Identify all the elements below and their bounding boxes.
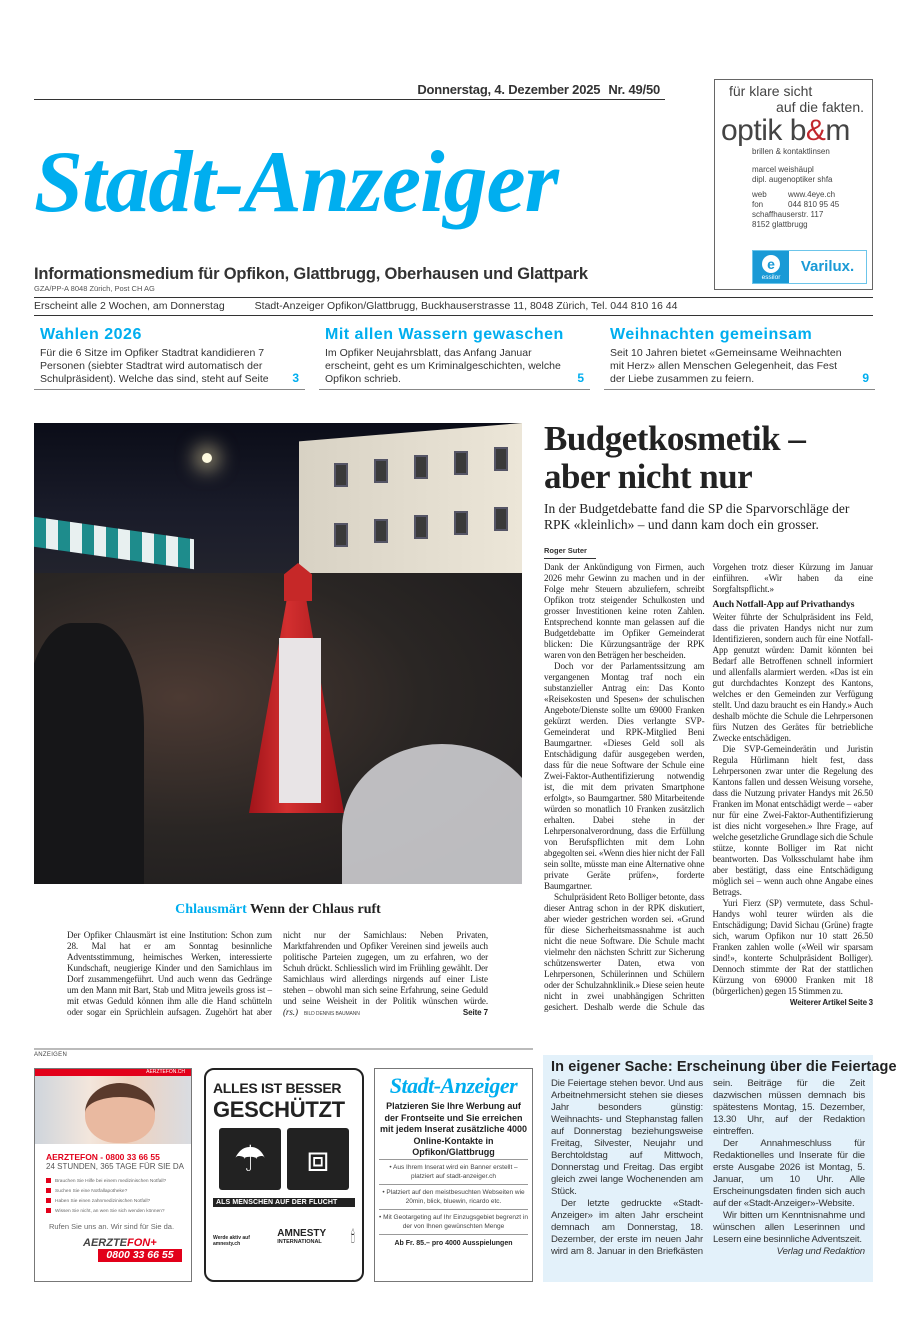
candle-icon: 🕯 (350, 1229, 355, 1246)
essilor-e-icon: e (762, 255, 780, 273)
tagline: Informationsmedium für Opfikon, Glattbrugg, Oberhausen und Glattpark (34, 265, 588, 283)
ad-street: schaffhauserstr. 117 (752, 210, 824, 219)
masthead-logo: Stadt-Anzeiger (34, 134, 558, 231)
stadt-anzeiger-logo: Stadt-Anzeiger (389, 1073, 518, 1098)
ad-partner-logos (752, 250, 867, 284)
ad-phone: fon 044 810 95 45 (752, 200, 840, 209)
ad-amnesty[interactable]: ALLES IST BESSER GESCHÜTZT ☂ ⧈ ALS MENSCHEN AUF DER FLUCHT Werde aktiv auf amnesty.ch AMNESTY INTERNATIONAL 🕯 (204, 1068, 364, 1282)
notice-title: In eigener Sache: Erscheinung über die Feiertage (551, 1059, 897, 1075)
aerztefon-phone: 0800 33 66 55 (98, 1249, 182, 1262)
varilux-logo: Varilux. (800, 258, 855, 275)
lead-headline: Budgetkosmetik – aber nicht nur (544, 419, 806, 496)
ad-bullets: Brauchen Sie Hilfe bei einem medizinischen Notfall? Suchen Sie eine Notfallapotheke? Haben Sie einen zahnmedizinischen Notfall? Wissen Sie nicht, an wen Sie sich wenden können? (46, 1177, 191, 1217)
dateline (34, 82, 665, 100)
page-ref: 5 (577, 371, 584, 385)
ad-optik[interactable] (714, 79, 873, 290)
ad-brand: optik b&m (721, 114, 850, 147)
ad-brand-sub: brillen & kontaktlinsen (752, 147, 830, 156)
page-ref: 9 (862, 371, 869, 385)
continued-link[interactable]: Weiterer Artikel Seite 3 (789, 998, 873, 1007)
issue-date: Donnerstag, 4. Dezember 2025 (417, 82, 601, 97)
page-ref[interactable]: Seite 7 (462, 1008, 488, 1017)
ad-name: marcel weishäupl (752, 165, 814, 174)
hands-box-icon: ⧈ (287, 1128, 349, 1190)
teaser-weihnachten[interactable]: Weihnachten gemeinsam Seit 10 Jahren bietet «Gemeinsame Weihnachten mit Herz» allen Menschen Gelegenheit, das Fest der Liebe zusammen zu feiern. 9 (604, 325, 875, 390)
divider (34, 1048, 533, 1050)
chlausmaert-photo (34, 423, 522, 884)
photo-caption-title: Chlausmärt Wenn der Chlaus ruft (175, 902, 381, 917)
notice-signature: Verlag und Redaktion (776, 1246, 865, 1257)
teaser-wahlen[interactable]: Wahlen 2026 Für die 6 Sitze im Opfiker Stadtrat kandidieren 7 Personen (siebter Stadtrat wird automatisch der Schulpräsident). Welche das sind, steht auf Seite 3 (34, 325, 305, 390)
photo-credit: BILD DENNIS BAUMANN (303, 1011, 360, 1017)
photo-caption-body: Der Opfiker Chlausmärt ist eine Institution: Schon zum 28. Mal hat er am Sonntag besinnliche Adventsstimmung, heimisches Werken, interessierte Kundschaft, neugierige Kinder und den Samichlaus im Dorf zusammengeführt. Und auch wenn das Gedränge um den Mann mit Bart, Stab und Mitra jeweils gross ist – mit etwas Geduld können ihm alle die Hand schütteln oder sogar ein Sprüchlein aufsagen. Zugehört hat aber nicht nur der Samichlaus: Neben Privaten, Marktfahrenden und Opfiker Vereinen sind jeweils auch politische Parteien zugegen, um zu erfahren, wo der Schuh drückt. Schliesslich wird im Frühling gewählt. Der Samichlaus wird allerdings nirgends auf einer Liste stehen – obwohl man sich seine Erfahrung, seine Geduld und seine Weisheit in der Politik wünschen würde. (rs.) BILD DENNIS BAUMANN Seite 7 (67, 930, 488, 1017)
ad-slogan: für klare sicht (729, 83, 813, 99)
lead-article-body: Dank der Ankündigung von Firmen, auch 2026 mehr Gewinn zu machen und in der Folge mehr Steuern abzuliefern, schreibt Opfikon trotz steigender Schulkosten und grosser Investitionen keine roten Zahlen. Entsprechend konnte man gelassen auf die Budgetdebatte im Opfiker Gemeinderat blicken: Die Kürzungsanträge der RPK waren von den Beträgen her bescheiden. Doch vor der Parlamentssitzung am vergangenen Montag traf noch ein substanzieller Antrag ein: Das Konto «Reisekosten und Spesen» der schulischen Angebote/Dienste sollte um 69000 Franken gekürzt werden. Dies verlangte SVP-Gemeinderat und RPK-Mitglied Beni Baumgartner. «Dieses Geld soll als Entschädigung dafür ausgegeben werden, dass für die neue Software der Schule eine Zwei-Faktor-Authentifizierung notwendig ist, die mit dem privaten Smartphone erfolgt», so Baumgartner. 580 Mitarbeitende würden so monatlich 10 Franken zusätzlich erhalten. Dabei stehe in der Lehrpersonalverordnung, dass die Erfüllung von Berufspflichten mit dem Lohn abgegolten sei. «Wenn dies hier nicht der Fall sein sollte, müsste man eine Alternative ohne private Geräte prüfen», forderte Baumgartner. Schulpräsident Reto Bolliger betonte, dass dieser Antrag schon in der RPK diskutiert, aber wieder gestrichen worden sei. «Grund für diese Sicherheitsmassnahme ist auch nicht die neue Software. Die Schule macht vielmehr den nächsten Schritt zur Sicherung schützenswerter Daten, etwa von Lehrpersonen, Schülerinnen und Schülern oder der Schulzahnklinik.» Diese seien heute nicht in zwei unabhängigen Schritten gesichert. Deshalb werde die Schule das Vorgehen trotz dieser Kürzung im Januar einführen. «Wir haben da eine Sorgfaltspflicht.» Auch Notfall-App auf Privathandys Weiter führte der Schulpräsident ins Feld, dass die privaten Handys nicht nur zum Identifizieren, sondern auch für eine Notfall-App genutzt würden: Damit könnten bei Bedarf alle Betroffenen schnell informiert und allenfalls alarmiert werden. «Das ist ein gut durchdachtes Konzept des Kantons, welches er den Gemeinden zur Verfügung stellt. Und dazu braucht es ein Handy.» Auch deshalb möchte die Schule die Lehrpersonen fürs Nutzen des Gerätes für betriebliche Zwecke entschädigen. Die SVP-Gemeinderätin und Juristin Regula Hürlimann hielt fest, dass Lehrpersonen zwar unter die Regelung des Kantons fallen und dessen Weisung vorsehe, dass die Nutzung privater Handys mit 26.50 Franken im Monat entschädigt werde – «aber nur für eine Zwei-Faktor-Authentifizierung ist dies nicht vorgesehen.» Ihre Frage, auf welche gesetzliche Grundlage sich die Schule stütze, konnte Bolliger im Rat nicht beantworten. Das Volksschulamt habe ihm aber bestätigt, dass eine Entschädigung möglich sei – wenn auch ohne Angabe eines Betrags. Yuri Fierz (SP) vermutete, dass Schul-Handys wohl teurer würden als die Entschädigung; David Sichau (Grüne) fragte sich, warum Opfikon nur 10 statt 26.50 Franken zahlen wolle («Weil wir sparsam sind!», konterte Schulpräsident Bolliger). Dennoch stimmte der Rat der stattlichen Kürzung von 69000 Franken mit 18 (bürgerlichen) gegen 15 Stimmen zu. Weiterer Artikel Seite 3 (544, 562, 873, 1012)
issue-number: Nr. 49/50 (608, 82, 660, 97)
ad-slogan: auf die fakten. (776, 99, 864, 115)
teaser-neujahrsblatt[interactable]: Mit allen Wassern gewaschen Im Opfiker Neujahrsblatt, das Anfang Januar erscheint, geht es um Kriminalgeschichten, welche Opfikon schrieb. 5 (319, 325, 590, 390)
amnesty-logo: AMNESTY INTERNATIONAL (277, 1228, 327, 1245)
ads-label: ANZEIGEN (34, 1052, 68, 1058)
notice-holidays: In eigener Sache: Erscheinung über die Feiertage Die Feiertage stehen bevor. Und aus Arbeitnehmersicht stehen sie dieses Jahr besonders günstig: Weihnachts- und Stephanstag fallen auf Donnerstag beziehungsweise Freitag, Silvester, Neujahr und Berchtoldstag auf Mittwoch, Donnerstag und Freitag. Das ergibt gleich zwei lange Wochenenden am Stück. Der letzte gedruckte «Stadt-Anzeiger» im alten Jahr erscheint demnach am Donnerstag, 18. Dezember, der erste im neuen Jahr wird am 8. Januar in den Briefkästen sein. Beiträge für die Zeit dazwischen müssen demnach bis spätestens Montag, 15. Dezember, 13.30 Uhr, auf der Redaktion eintreffen. Der Annahmeschluss für Redaktionelles und Inserate für die erste Ausgabe 2026 ist Montag, 5. Januar, um 10 Uhr. Alle Erscheinungsdaten finden sich auch auf der «Stadt-Anzeiger»-Website. Wir bitten um Kenntnisnahme und wünschen allen Leserinnen und Lesern eine besinnliche Adventszeit. Verlag und Redaktion (543, 1055, 873, 1282)
umbrella-icon: ☂ (219, 1128, 281, 1190)
info-bar: Erscheint alle 2 Wochen, am Donnerstag Stadt-Anzeiger Opfikon/Glattbrugg, Buckhauserstrasse 11, 8048 Zürich, Tel. 044 810 16 44 (34, 297, 873, 316)
page-ref: 3 (292, 371, 299, 385)
lead-subhead: In der Budgetdebatte fand die SP die Sparvorschläge der RPK «kleinlich» – und dann kam doch ein grosser. (544, 501, 850, 532)
byline: Roger Suter (544, 546, 596, 559)
postal-info: GZA/PP-A 8048 Zürich, Post CH AG (34, 284, 155, 293)
ad-title: dipl. augenoptiker shfa (752, 175, 833, 184)
ad-web[interactable]: web www.4eye.ch (752, 190, 836, 199)
ad-city: 8152 glattbrugg (752, 220, 808, 229)
essilor-logo: e essilor (753, 251, 789, 283)
ad-topbar: AERZTEFON.CH (35, 1069, 191, 1076)
aerztefon-logo: AERZTEFON+ (83, 1237, 157, 1249)
ad-stadt-anzeiger[interactable]: Stadt-Anzeiger Platzieren Sie Ihre Werbung auf der Frontseite und Sie erreichen mit jedem Inserat zusätzliche 4000 Online-Kontakte in Opfikon/Glattbrugg • Aus Ihrem Inserat wird ein Banner erstellt – platziert auf stadt-anzeiger.ch • Platziert auf den meistbesuchten Webseiten wie 20min, blick, bluewin, ricardo etc. • Mit Geotargeting auf Ihr Einzugsgebiet begrenzt in der von Ihnen gewünschten Menge Ab Fr. 85.– pro 4000 Ausspielungen (374, 1068, 533, 1282)
ad-aerztefon[interactable]: AERZTEFON.CH AERZTEFON - 0800 33 66 55 24 STUNDEN, 365 TAGE FÜR SIE DA Brauchen Sie Hilfe bei einem medizinischen Notfall? Suchen Sie eine Notfallapotheke? Haben Sie einen zahnmedizinischen Notfall? Wissen Sie nicht, an wen Sie sich wenden können? Rufen Sie uns an. Wir sind für Sie da. AERZTEFON+ 0800 33 66 55 (34, 1068, 192, 1282)
crosshead: Auch Notfall-App auf Privathandys (712, 599, 855, 610)
